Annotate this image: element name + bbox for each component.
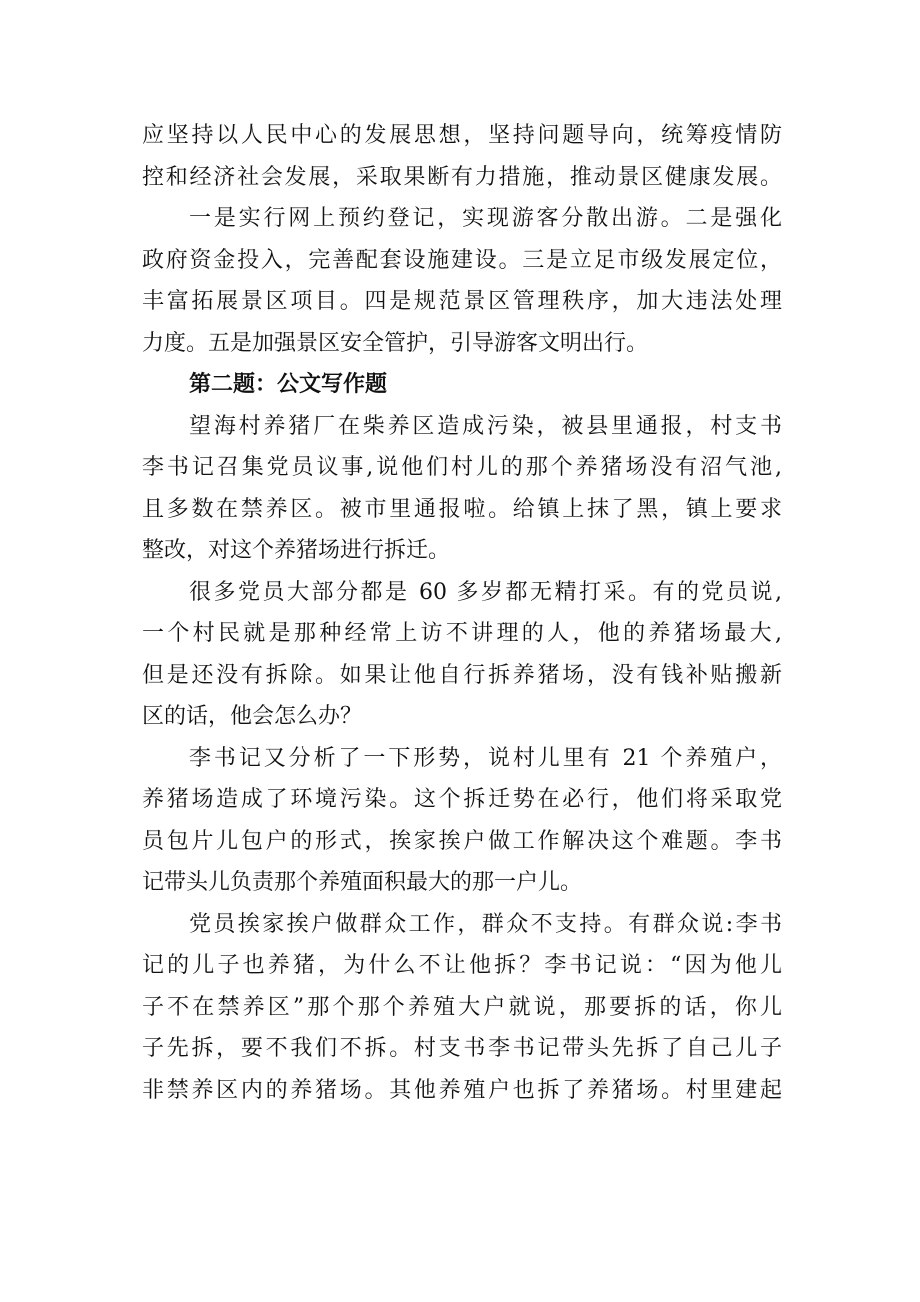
text-line: 养猪场造成了环境污染。这个拆迁势在必行，他们将采取党 xyxy=(142,787,782,812)
text-line: 员包片儿包户的形式，挨家挨户做工作解决这个难题。李书 xyxy=(142,828,782,854)
text-line: 记的儿子也养猪，为什么不让他拆？李书记说：“因为他儿 xyxy=(142,953,782,978)
text-line: 望海村养猪厂在柴养区造成污染，被县里通报，村支书 xyxy=(189,413,782,439)
section-heading: 第二题：公文写作题 xyxy=(189,372,388,397)
text-line: 且多数在禁养区。被市里通报啦。给镇上抹了黑，镇上要求 xyxy=(142,496,782,522)
text-line: 李书记召集党员议事,说他们村儿的那个养猪场没有沼气池, xyxy=(142,455,782,480)
text-line: 丰富拓展景区项目。四是规范景区管理秩序，加大违法处理 xyxy=(142,289,782,314)
text-line: 很多党员大部分都是 60 多岁都无精打采。有的党员说, xyxy=(189,579,782,605)
text-line: 非禁养区内的养猪场。其他养殖户也拆了养猪场。村里建起 xyxy=(142,1077,782,1103)
text-line: 政府资金投入，完善配套设施建设。三是立足市级发展定位， xyxy=(142,247,782,273)
text-line: 控和经济社会发展，采取果断有力措施，推动景区健康发展。 xyxy=(142,164,782,190)
text-line: 党员挨家挨户做群众工作，群众不支持。有群众说:李书 xyxy=(189,911,782,937)
text-line: 一是实行网上预约登记，实现游客分散出游。二是强化 xyxy=(189,206,782,231)
text-line: 子不在禁养区”那个那个养殖大户就说，那要拆的话，你儿 xyxy=(142,994,782,1020)
text-line: 一个村民就是那种经常上访不讲理的人，他的养猪场最大, xyxy=(142,621,782,646)
text-line: 区的话，他会怎么办？ xyxy=(142,704,363,729)
document-page xyxy=(142,115,782,1111)
text-line: 整改，对这个养猪场进行拆迁。 xyxy=(142,538,451,563)
text-line: 记带头儿负责那个养殖面积最大的那一户儿。 xyxy=(142,870,583,895)
text-line: 力度。五是加强景区安全管护，引导游客文明出行。 xyxy=(142,330,649,356)
text-line: 子先拆，要不我们不拆。村支书李书记带头先拆了自己儿子 xyxy=(142,1036,782,1061)
text-line: 但是还没有拆除。如果让他自行拆养猪场，没有钱补贴搬新 xyxy=(142,662,782,688)
text-line: 李书记又分析了一下形势，说村儿里有 21 个养殖户， xyxy=(189,745,782,771)
text-line: 应坚持以人民中心的发展思想，坚持问题导向，统筹疫情防 xyxy=(142,123,782,148)
